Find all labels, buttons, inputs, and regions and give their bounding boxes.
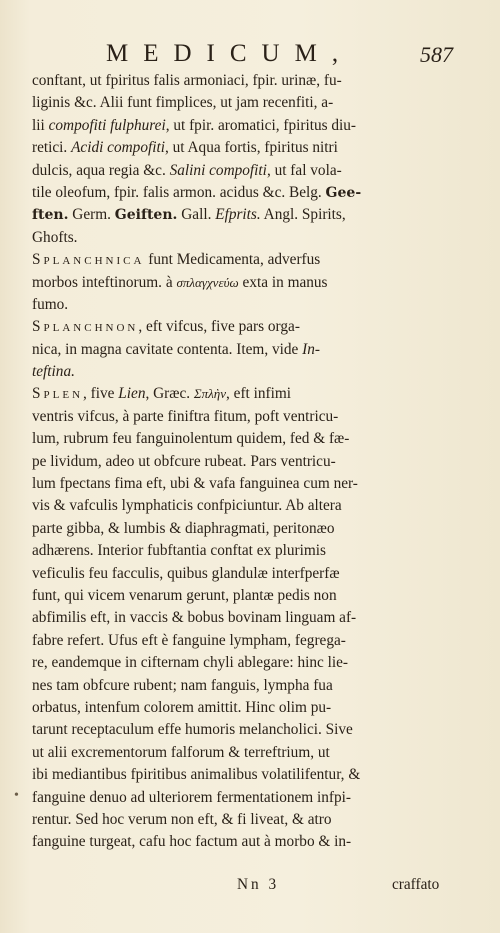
text-line — [32, 294, 452, 316]
text-segment: σπλαγχνεύω — [176, 274, 239, 290]
text-segment: lum fpectans fima eft, ubi & vafa fanguinea cum ner- — [32, 475, 358, 493]
text-segment: Splen — [32, 385, 84, 403]
text-line — [32, 406, 452, 428]
text-line — [32, 473, 452, 495]
text-segment: parte gibba, & lumbis & diaphragmati, peritonæo — [32, 519, 335, 537]
text-line — [32, 339, 452, 361]
text-segment: tile oleofum, fpir. falis armon. acidus &c. Belg. — [32, 183, 326, 201]
text-segment: lum, rubrum feu fanguinolentum quidem, fed & fæ- — [32, 430, 350, 448]
text-segment: Ghofts. — [32, 228, 78, 246]
text-line — [32, 764, 452, 786]
text-segment: exta in manus — [238, 273, 328, 291]
page-number: 587 — [420, 42, 453, 67]
text-segment: orbatus, intenfum colorem amittit. Hinc olim pu- — [32, 698, 332, 716]
text-segment: fanguine turgeat, cafu hoc factum aut à morbo & in- — [32, 833, 352, 851]
text-segment: , Græc. — [145, 385, 194, 403]
text-line — [32, 697, 452, 719]
text-segment: rentur. Sed hoc verum non eft, & fi liveat, & atro — [32, 810, 332, 828]
text-segment: nica, in magna cavitate contenta. Item, vide — [32, 340, 303, 358]
text-line — [32, 563, 452, 585]
text-segment: funt, qui vicem venarum gerunt, plantæ pedis non — [32, 586, 337, 604]
text-line — [32, 383, 452, 405]
text-line — [32, 630, 452, 652]
text-segment: Splanchnon — [32, 318, 139, 336]
text-line — [32, 831, 452, 853]
text-segment: Lien — [118, 385, 146, 403]
text-line — [32, 272, 452, 294]
text-line — [32, 540, 452, 562]
text-segment: funt Medicamenta, adverfus — [144, 251, 321, 269]
text-segment: vis & vafculis lymphaticis confpiciuntur. Ab altera — [32, 497, 342, 515]
text-line — [32, 787, 452, 809]
text-segment: , eft vifcus, five pars orga- — [138, 318, 300, 336]
text-segment: re, eandemque in cifternam chyli ablegare: hinc lie- — [32, 654, 348, 672]
text-segment: Acidi compofiti — [71, 139, 165, 157]
text-line — [32, 585, 452, 607]
text-segment: , five — [83, 385, 119, 403]
text-segment: pe lividum, adeo ut obfcure rubeat. Pars ventricu- — [32, 452, 336, 470]
text-segment: morbos inteftinorum. à — [32, 273, 177, 291]
page-footer — [0, 876, 500, 900]
text-segment: Σπλὴν — [193, 386, 227, 402]
catchword: craffato — [392, 876, 440, 893]
text-line — [32, 182, 452, 204]
text-segment: dulcis, aqua regia &c. — [32, 161, 170, 179]
text-segment: Gall. — [177, 206, 216, 224]
text-segment: , ut fal vola- — [266, 161, 342, 179]
text-line — [32, 809, 452, 831]
text-line — [32, 428, 452, 450]
text-segment: Geiften. — [114, 207, 178, 224]
text-segment: Gee- — [325, 184, 362, 201]
text-line — [32, 518, 452, 540]
text-line — [32, 204, 452, 226]
text-segment: ften. — [32, 207, 69, 224]
text-segment: fabre refert. Ufus eft è fanguine lympham, fegrega- — [32, 631, 346, 649]
text-segment: fumo. — [32, 295, 69, 313]
text-line — [32, 675, 452, 697]
text-line — [32, 115, 452, 137]
text-segment: adhærens. Interior fubftantia conftat ex plurimis — [32, 542, 326, 560]
text-segment: Splanchnica — [32, 251, 145, 269]
text-segment: , ut fpir. aromatici, fpiritus diu- — [165, 116, 357, 134]
text-line — [32, 652, 452, 674]
text-segment: Angl. Spirits, — [260, 206, 346, 224]
text-segment: fanguine denuo ad ulteriorem fermentationem infpi- — [32, 788, 351, 806]
text-line — [32, 495, 452, 517]
text-segment: conftant, ut fpiritus falis armoniaci, fpir. urinæ, fu- — [32, 72, 342, 89]
text-segment: ventris vifcus, à parte finiftra fitum, poft ventricu- — [32, 407, 339, 425]
text-segment: ut alii excrementorum falforum & terreftrium, ut — [32, 743, 330, 761]
text-segment: , eft infimi — [226, 385, 292, 403]
text-line — [32, 742, 452, 764]
text-segment: nes tam obfcure rubent; nam fanguis, lympha fua — [32, 676, 333, 694]
text-segment: teftina. — [32, 363, 75, 381]
text-line — [32, 137, 452, 159]
text-line — [32, 160, 452, 182]
text-segment: , ut Aqua fortis, fpiritus nitri — [164, 139, 338, 157]
margin-mark: • — [14, 788, 19, 803]
text-segment: abfimilis eft, in vaccis & bobus bovinam linguam af- — [32, 609, 357, 627]
signature-mark: Nn 3 — [237, 876, 280, 893]
text-line — [32, 249, 452, 271]
text-line — [32, 70, 452, 92]
text-segment: Germ. — [68, 206, 115, 224]
text-line — [32, 607, 452, 629]
text-line — [32, 92, 452, 114]
text-line — [32, 451, 452, 473]
text-segment: veficulis feu facculis, quibus glandulæ interfperfæ — [32, 564, 340, 582]
text-segment: retici. — [32, 139, 72, 157]
text-line — [32, 316, 452, 338]
text-line — [32, 719, 452, 741]
running-head: MEDICUM, — [106, 40, 354, 67]
text-segment: lii — [32, 116, 49, 134]
text-line — [32, 361, 452, 383]
text-segment: In- — [302, 340, 320, 358]
text-segment: liginis &c. Alii funt fimplices, ut jam recenfiti, a- — [32, 94, 334, 112]
text-segment: compofiti fulphurei — [48, 116, 166, 134]
text-segment: Salini compofiti — [169, 161, 267, 179]
text-segment: Efprits. — [215, 206, 261, 224]
text-segment: tarunt receptaculum effe humoris melancholici. Sive — [32, 721, 353, 739]
text-segment: ibi mediantibus fpiritibus animalibus volatilifentur, & — [32, 766, 361, 784]
body-text — [32, 70, 452, 854]
text-line — [32, 227, 452, 249]
